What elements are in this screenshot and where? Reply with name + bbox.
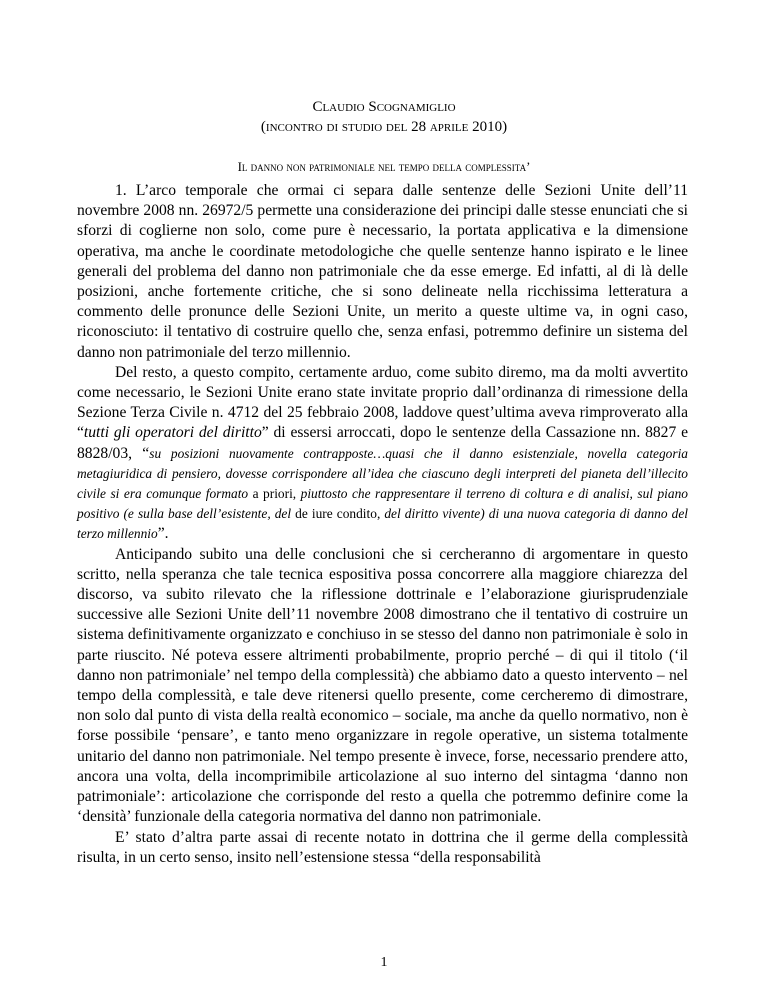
paragraph-1: 1. L’arco temporale che ormai ci separa dalle sentenze delle Sezioni Unite dell’11 novembre 2008 nn. 26972/5 permette una considerazione dei principi dalle stesse enunciati che si sforzi di coglierne non solo, come pure è necessario, la portata applicativa e la dimensione operativa, ma anche le coordinate metodologiche che quelle sentenze hanno ispirato e le linee generali del problema del danno non patrimoniale che da esse emerge. Ed infatti, al di là delle posizioni, anche fortemente critiche, che si sono delineate nella ricchissima letteratura a commento delle pronunce delle Sezioni Unite, un merito a queste ultime va, in ogni caso, riconosciuto: il tentativo di costruire quello che, senza enfasi, potremmo definire un sistema del danno non patrimoniale del terzo millennio.: [77, 182, 688, 361]
paragraph-2: [77, 363, 688, 545]
latin-a-priori: a priori,: [248, 486, 301, 502]
quote-living-law: del diritto vivente) di una nuova categoria di danno del terzo millennio: [77, 506, 688, 542]
paragraph-2-text-c: ” di essersi arroccati, dopo le sentenze della Cassazione nn. 8827 e 8828/03, “: [77, 424, 688, 462]
paragraph-4: E’ stato d’altra parte assai di recente notato in dottrina che il germe della complessità risulta, in un certo senso, insito nell’estensione stessa “della responsabilità: [77, 828, 688, 866]
latin-de-iure-condito: de iure condito,: [291, 506, 385, 522]
page-number: 1: [380, 955, 388, 970]
quote-operators: tutti gli operatori del diritto: [83, 424, 262, 442]
event-subtitle: (incontro di studio del 28 aprile 2010): [260, 119, 508, 135]
document-title: Il danno non patrimoniale nel tempo della complessita’: [237, 159, 531, 174]
quote-positions: su posizioni nuovamente contrapposte…quasi che il danno esistenziale, novella categoria metagiuridica di pensiero, dovesse corrispondere all’idea che ciascuno degli interpreti del pianeta dell’illecito civile si era comunque formato: [77, 445, 688, 502]
document-body: [77, 181, 688, 868]
paragraph-2-text-i: ”.: [157, 525, 169, 543]
paragraph-2-text-a: Del resto, a questo compito, certamente arduo, come subito diremo, ma da molti avvertito come necessario, le Sezioni Unite erano state invitate proprio dall’ordinanza di rimessione della Sezione Terza Civile n. 4712 del 25 febbraio 2008, laddove quest’ultima aveva rimproverato alla “: [77, 363, 688, 442]
author-name: Claudio Scognamiglio: [312, 99, 456, 115]
quote-terrain: piuttosto che rappresentare il terreno di coltura e di analisi, sul piano positivo (e sulla base dell’esistente, del: [77, 486, 688, 522]
paragraph-3: Anticipando subito una delle conclusioni che si cercheranno di argomentare in questo scritto, nella speranza che tale tecnica espositiva possa concorrere alla maggiore chiarezza del discorso, va subito rilevato che la riflessione dottrinale e l’elaborazione giurisprudenziale successive alle Sezioni Unite dell’11 novembre 2008 dimostrano che il tentativo di costruire un sistema definitivamente organizzato e conchiuso in se stesso del danno non patrimoniale è solo in parte riuscito. Né poteva essere altrimenti probabilmente, proprio perché – di qui il titolo (‘il danno non patrimoniale’ nel tempo della complessità) che abbiamo dato a questo intervento – nel tempo della complessità, e tale deve ritenersi quello presente, come cercheremo di dimostrare, non solo dal punto di vista della realtà economico – sociale, ma anche da quello normativo, non è forse possibile ‘pensare’, e tanto meno organizzare in regole operative, un sistema totalmente unitario del danno non patrimoniale. Nel tempo presente è invece, forse, necessario prendere atto, ancora una volta, della incomprimibile articolazione al suo interno del sintagma ‘danno non patrimoniale’: articolazione che corrisponde del resto a quella che potremmo definire come la ‘densità’ funzionale della categoria normativa del danno non patrimoniale.: [77, 545, 688, 826]
